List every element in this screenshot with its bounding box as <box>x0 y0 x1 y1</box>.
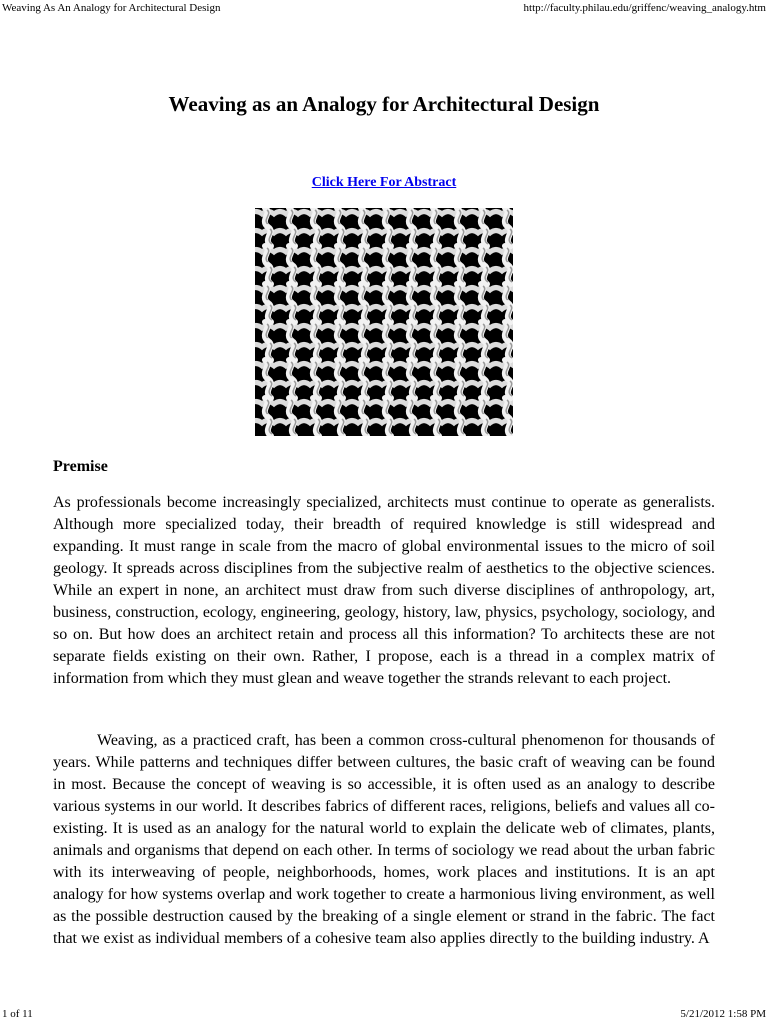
abstract-link-container <box>0 175 768 191</box>
print-header-url: http://faculty.philau.edu/griffenc/weaving_analogy.htm <box>523 2 766 14</box>
paragraph-1: As professionals become increasingly specialized, architects must continue to operate as generalists. Although more specialized today, their breadth of required knowledge is still widespread and expanding. It must range in scale from the macro of global environmental issues to the micro of soil geology. It spreads across disciplines from the subjective realm of aesthetics to the objective sciences. While an expert in none, an architect must draw from such diverse disciplines of anthropology, art, business, construction, ecology, engineering, geology, history, law, physics, psychology, sociology, and so on. But how does an architect retain and process all this information? To architects these are not separate fields existing on their own. Rather, I propose, each is a thread in a complex matrix of information from which they must glean and weave together the strands relevant to each project. <box>53 494 715 687</box>
section-heading-premise: Premise <box>53 458 108 475</box>
weave-pattern-graphic <box>255 208 513 436</box>
paragraph-2: Weaving, as a practiced craft, has been a common cross-cultural phenomenon for thousands of years. While patterns and techniques differ between cultures, the basic craft of weaving can be found in most. Because the concept of weaving is so accessible, it is often used as an analogy to describe various systems in our world. It describes fabrics of different races, religions, beliefs and values all co-existing. It is used as an analogy for the natural world to explain the delicate web of climates, plants, animals and organisms that depend on each other. In terms of sociology we read about the urban fabric with its interweaving of people, neighborhoods, homes, work places and institutions. It is an apt analogy for how systems overlap and work together to create a harmonious living environment, as well as the possible destruction caused by the breaking of a single element or strand in the fabric. The fact that we exist as individual members of a cohesive team also applies directly to the building industry. A <box>53 732 715 947</box>
print-footer <box>0 1008 768 1022</box>
print-timestamp: 5/21/2012 1:58 PM <box>680 1008 766 1020</box>
print-header <box>0 2 768 16</box>
print-header-title: Weaving As An Analogy for Architectural Design <box>2 2 221 14</box>
weave-pattern-image <box>255 208 513 436</box>
page-count: 1 of 11 <box>2 1008 33 1020</box>
page-title: Weaving as an Analogy for Architectural Design <box>168 92 600 116</box>
abstract-link[interactable]: Click Here For Abstract <box>311 175 457 190</box>
